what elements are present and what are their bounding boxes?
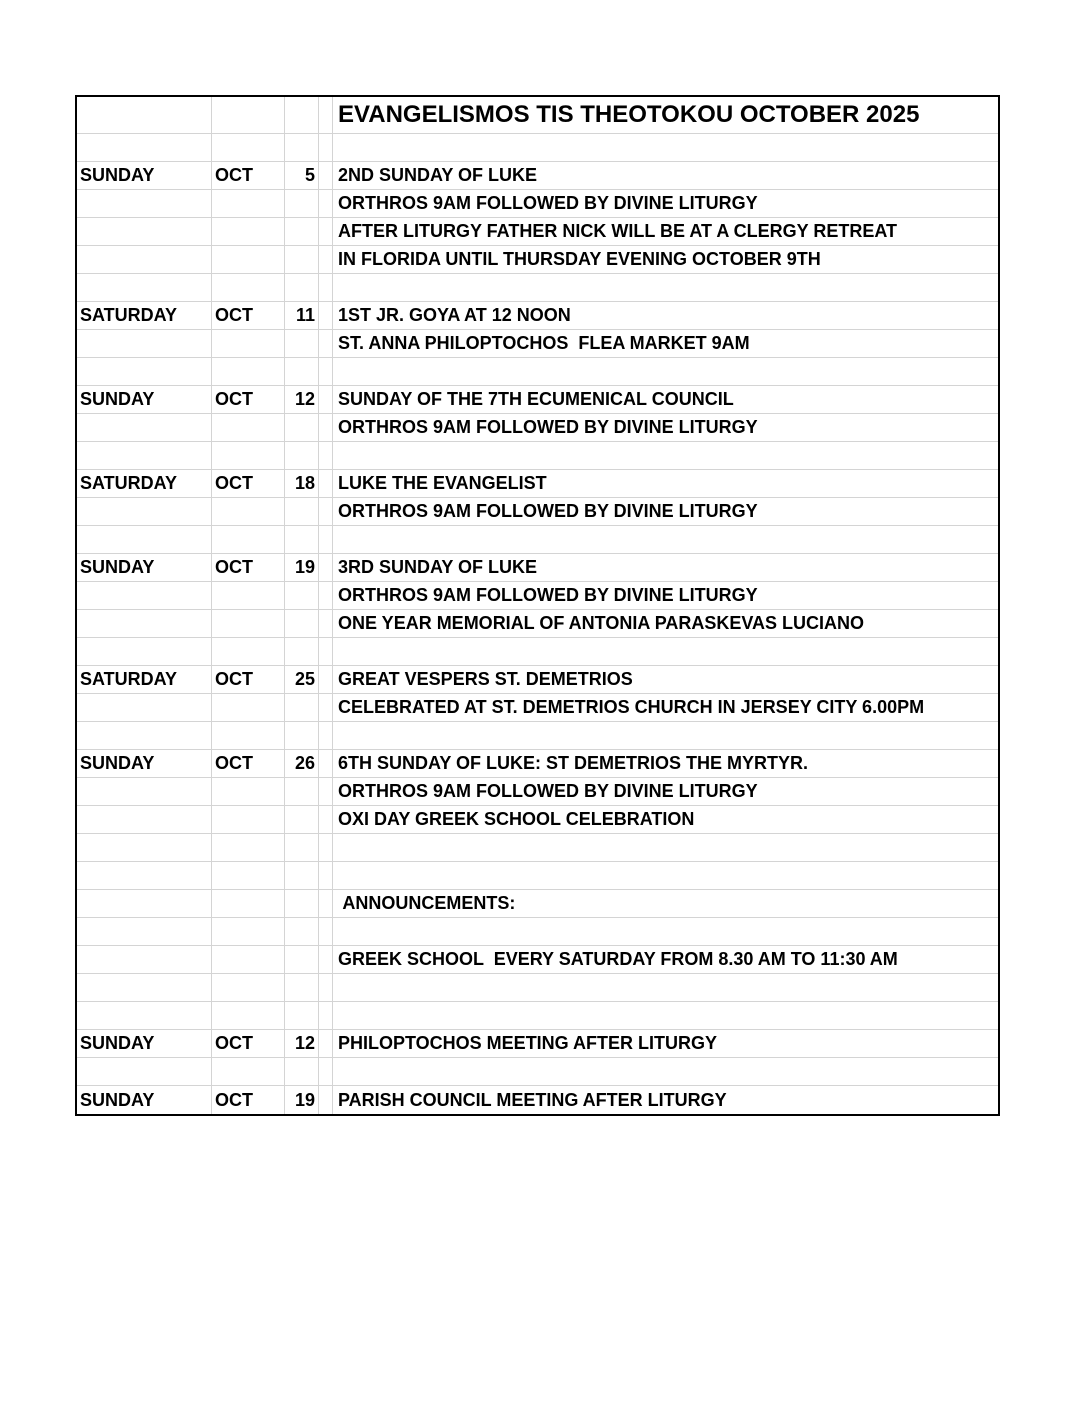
cell-spacer — [319, 694, 333, 721]
cell-month: OCT — [212, 1086, 285, 1114]
cell-spacer — [319, 974, 333, 1001]
cell-date — [285, 1058, 319, 1085]
table-row — [77, 1002, 998, 1030]
cell-date — [285, 974, 319, 1001]
cell-spacer — [319, 1058, 333, 1085]
cell-month: OCT — [212, 162, 285, 189]
cell-description — [333, 918, 998, 945]
cell-day — [77, 610, 212, 637]
cell-date: 11 — [285, 302, 319, 329]
cell-month — [212, 778, 285, 805]
table-row — [77, 190, 998, 218]
table-row — [77, 526, 998, 554]
table-row — [77, 554, 998, 582]
cell-day — [77, 806, 212, 833]
cell-day — [77, 694, 212, 721]
table-row — [77, 694, 998, 722]
cell-month — [212, 442, 285, 469]
cell-spacer — [319, 806, 333, 833]
cell-month — [212, 890, 285, 917]
schedule-sheet — [75, 95, 1000, 1116]
cell-description — [333, 358, 998, 385]
cell-day — [77, 358, 212, 385]
cell-day: SUNDAY — [77, 386, 212, 413]
cell-month — [212, 638, 285, 665]
cell-date — [285, 330, 319, 357]
cell-day: SATURDAY — [77, 470, 212, 497]
cell-spacer — [319, 386, 333, 413]
table-row — [77, 442, 998, 470]
cell-month — [212, 414, 285, 441]
cell-date — [285, 1002, 319, 1029]
cell-spacer — [319, 134, 333, 161]
cell-description: ST. ANNA PHILOPTOCHOS FLEA MARKET 9AM — [338, 333, 750, 353]
cell-month — [212, 862, 285, 889]
cell-spacer — [319, 274, 333, 301]
cell-spacer — [319, 638, 333, 665]
cell-month — [212, 694, 285, 721]
cell-date — [285, 97, 319, 133]
cell-date — [285, 722, 319, 749]
cell-date: 12 — [285, 1030, 319, 1057]
cell-day — [77, 526, 212, 553]
cell-spacer — [319, 330, 333, 357]
cell-date — [285, 358, 319, 385]
cell-spacer — [319, 666, 333, 693]
cell-description — [333, 526, 998, 553]
cell-spacer — [319, 246, 333, 273]
cell-month: OCT — [212, 302, 285, 329]
cell-day: SATURDAY — [77, 666, 212, 693]
cell-description: LUKE THE EVANGELIST — [338, 473, 547, 493]
cell-day: SUNDAY — [77, 1030, 212, 1057]
cell-day — [77, 498, 212, 525]
cell-day — [77, 274, 212, 301]
cell-day — [77, 722, 212, 749]
cell-description — [333, 1058, 998, 1085]
cell-day — [77, 890, 212, 917]
cell-month — [212, 722, 285, 749]
cell-spacer — [319, 862, 333, 889]
cell-spacer — [319, 554, 333, 581]
cell-month — [212, 246, 285, 273]
table-row — [77, 666, 998, 694]
cell-month — [212, 190, 285, 217]
cell-description: ONE YEAR MEMORIAL OF ANTONIA PARASKEVAS LUCIANO — [338, 613, 865, 633]
table-row — [77, 1030, 998, 1058]
cell-month — [212, 1002, 285, 1029]
table-row — [77, 414, 998, 442]
cell-date — [285, 218, 319, 245]
cell-month — [212, 97, 285, 133]
cell-day: SUNDAY — [77, 162, 212, 189]
cell-day — [77, 862, 212, 889]
cell-date: 25 — [285, 666, 319, 693]
cell-date — [285, 442, 319, 469]
cell-date: 26 — [285, 750, 319, 777]
table-row — [77, 862, 998, 890]
cell-date: 19 — [285, 554, 319, 581]
cell-month — [212, 358, 285, 385]
table-row — [77, 1058, 998, 1086]
cell-description: ORTHROS 9AM FOLLOWED BY DIVINE LITURGY — [338, 585, 758, 605]
cell-day — [77, 946, 212, 973]
cell-date — [285, 610, 319, 637]
cell-day — [77, 638, 212, 665]
cell-spacer — [319, 834, 333, 861]
cell-spacer — [319, 610, 333, 637]
cell-spacer — [319, 414, 333, 441]
cell-date — [285, 246, 319, 273]
cell-day: SUNDAY — [77, 750, 212, 777]
cell-month — [212, 918, 285, 945]
table-row — [77, 274, 998, 302]
table-row — [77, 162, 998, 190]
cell-month: OCT — [212, 1030, 285, 1057]
table-row — [77, 806, 998, 834]
cell-month — [212, 218, 285, 245]
cell-date — [285, 134, 319, 161]
cell-date — [285, 862, 319, 889]
cell-spacer — [319, 890, 333, 917]
cell-day: SATURDAY — [77, 302, 212, 329]
table-row — [77, 778, 998, 806]
cell-spacer — [319, 302, 333, 329]
cell-description: 2ND SUNDAY OF LUKE — [338, 165, 538, 185]
cell-date — [285, 414, 319, 441]
table-row — [77, 918, 998, 946]
cell-date — [285, 694, 319, 721]
cell-date — [285, 498, 319, 525]
cell-description — [333, 722, 998, 749]
table-row — [77, 498, 998, 526]
cell-month: OCT — [212, 750, 285, 777]
cell-month — [212, 974, 285, 1001]
cell-spacer — [319, 442, 333, 469]
table-row — [77, 890, 998, 918]
table-row — [77, 470, 998, 498]
cell-description: ANNOUNCEMENTS: — [338, 893, 516, 913]
schedule-rows — [77, 134, 998, 1114]
cell-description: GREAT VESPERS ST. DEMETRIOS — [338, 669, 633, 689]
table-row — [77, 134, 998, 162]
cell-day — [77, 246, 212, 273]
cell-spacer — [319, 218, 333, 245]
cell-day: SUNDAY — [77, 554, 212, 581]
cell-description — [333, 862, 998, 889]
cell-description: ORTHROS 9AM FOLLOWED BY DIVINE LITURGY — [338, 501, 758, 521]
cell-date — [285, 834, 319, 861]
cell-month — [212, 610, 285, 637]
cell-day — [77, 582, 212, 609]
table-row — [77, 302, 998, 330]
cell-day — [77, 834, 212, 861]
table-row — [77, 1086, 998, 1114]
cell-spacer — [319, 918, 333, 945]
cell-month — [212, 134, 285, 161]
cell-month — [212, 834, 285, 861]
cell-day — [77, 918, 212, 945]
cell-spacer — [319, 97, 333, 133]
cell-description: 6TH SUNDAY OF LUKE: ST DEMETRIOS THE MYRTYR. — [338, 753, 809, 773]
cell-description: PHILOPTOCHOS MEETING AFTER LITURGY — [338, 1033, 718, 1053]
title-row — [77, 97, 998, 134]
cell-month — [212, 274, 285, 301]
cell-month: OCT — [212, 554, 285, 581]
cell-spacer — [319, 1030, 333, 1057]
cell-day — [77, 778, 212, 805]
cell-month — [212, 1058, 285, 1085]
cell-date — [285, 890, 319, 917]
table-row — [77, 750, 998, 778]
cell-date — [285, 806, 319, 833]
cell-description: GREEK SCHOOL EVERY SATURDAY FROM 8.30 AM TO 11:30 AM — [338, 949, 898, 969]
cell-month: OCT — [212, 470, 285, 497]
cell-day — [77, 218, 212, 245]
cell-spacer — [319, 722, 333, 749]
cell-description: 3RD SUNDAY OF LUKE — [338, 557, 538, 577]
cell-description — [333, 442, 998, 469]
cell-spacer — [319, 1086, 333, 1114]
cell-date — [285, 778, 319, 805]
cell-spacer — [319, 498, 333, 525]
cell-description: OXI DAY GREEK SCHOOL CELEBRATION — [338, 809, 695, 829]
cell-date: 19 — [285, 1086, 319, 1114]
cell-description — [333, 1002, 998, 1029]
cell-spacer — [319, 470, 333, 497]
table-row — [77, 582, 998, 610]
cell-description — [333, 134, 998, 161]
cell-description — [333, 274, 998, 301]
cell-spacer — [319, 190, 333, 217]
cell-month — [212, 330, 285, 357]
cell-month — [212, 582, 285, 609]
cell-spacer — [319, 582, 333, 609]
cell-date: 12 — [285, 386, 319, 413]
cell-date — [285, 946, 319, 973]
cell-day — [77, 974, 212, 1001]
cell-date — [285, 582, 319, 609]
table-row — [77, 218, 998, 246]
cell-date — [285, 274, 319, 301]
cell-spacer — [319, 778, 333, 805]
cell-date: 5 — [285, 162, 319, 189]
cell-description: PARISH COUNCIL MEETING AFTER LITURGY — [338, 1090, 727, 1110]
cell-date — [285, 526, 319, 553]
table-row — [77, 638, 998, 666]
cell-month — [212, 526, 285, 553]
cell-description: 1ST JR. GOYA AT 12 NOON — [338, 305, 571, 325]
table-row — [77, 246, 998, 274]
cell-description: ORTHROS 9AM FOLLOWED BY DIVINE LITURGY — [338, 193, 758, 213]
table-row — [77, 974, 998, 1002]
cell-day — [77, 1002, 212, 1029]
cell-day — [77, 414, 212, 441]
table-row — [77, 722, 998, 750]
cell-month: OCT — [212, 666, 285, 693]
cell-day — [77, 330, 212, 357]
cell-month: OCT — [212, 386, 285, 413]
cell-month — [212, 946, 285, 973]
cell-date — [285, 190, 319, 217]
table-row — [77, 834, 998, 862]
cell-date: 18 — [285, 470, 319, 497]
cell-description — [333, 834, 998, 861]
cell-description: AFTER LITURGY FATHER NICK WILL BE AT A CLERGY RETREAT — [338, 221, 897, 241]
cell-day — [77, 1058, 212, 1085]
cell-description — [333, 638, 998, 665]
table-row — [77, 610, 998, 638]
cell-description: IN FLORIDA UNTIL THURSDAY EVENING OCTOBER 9TH — [338, 249, 821, 269]
table-row — [77, 946, 998, 974]
cell-spacer — [319, 526, 333, 553]
cell-month — [212, 806, 285, 833]
cell-month — [212, 498, 285, 525]
cell-description: ORTHROS 9AM FOLLOWED BY DIVINE LITURGY — [338, 781, 758, 801]
table-row — [77, 330, 998, 358]
cell-spacer — [319, 162, 333, 189]
cell-spacer — [319, 750, 333, 777]
page-title: EVANGELISMOS TIS THEOTOKOU OCTOBER 2025 — [338, 101, 920, 128]
cell-day — [77, 97, 212, 133]
cell-day — [77, 190, 212, 217]
cell-day: SUNDAY — [77, 1086, 212, 1114]
cell-spacer — [319, 1002, 333, 1029]
table-row — [77, 358, 998, 386]
cell-date — [285, 918, 319, 945]
cell-spacer — [319, 358, 333, 385]
cell-description: CELEBRATED AT ST. DEMETRIOS CHURCH IN JERSEY CITY 6.00PM — [338, 697, 925, 717]
cell-day — [77, 134, 212, 161]
cell-description: SUNDAY OF THE 7TH ECUMENICAL COUNCIL — [338, 389, 734, 409]
cell-date — [285, 638, 319, 665]
table-row — [77, 386, 998, 414]
cell-day — [77, 442, 212, 469]
cell-spacer — [319, 946, 333, 973]
cell-description: ORTHROS 9AM FOLLOWED BY DIVINE LITURGY — [338, 417, 758, 437]
cell-description — [333, 974, 998, 1001]
